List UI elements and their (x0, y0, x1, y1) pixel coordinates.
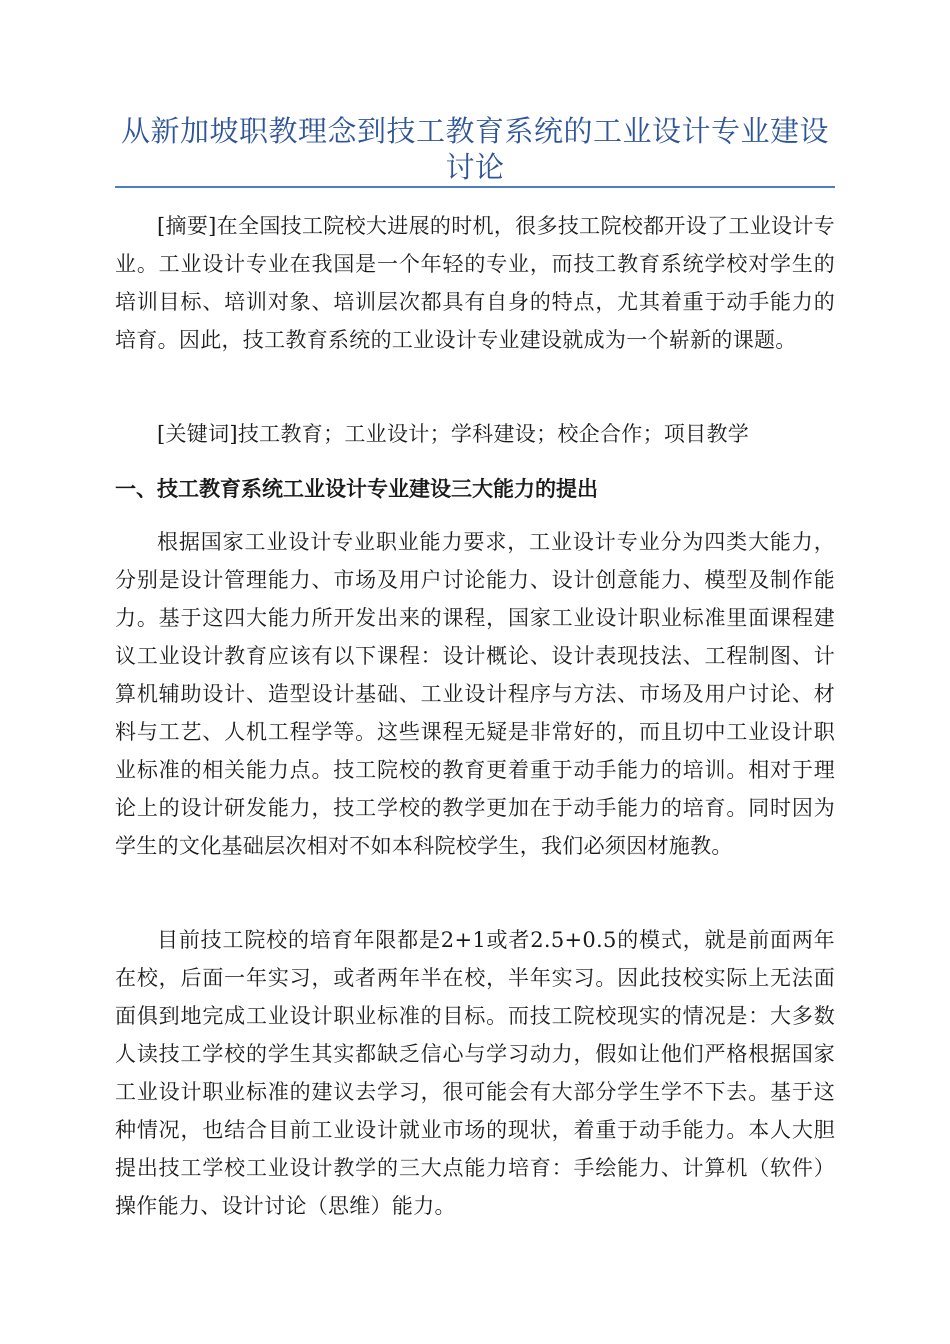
body-paragraph: 目前技工院校的培育年限都是2+1或者2.5+0.5的模式，就是前面两年在校，后面一年实习，或者两年半在校，半年实习。因此技校实际上无法面面俱到地完成工业设计职业标准的目标。而技工院校现实的情况是：大多数人读技工学校的学生其实都缺乏信心与学习动力，假如让他们严格根据国家工业设计职业标准的建议去学习，很可能会有大部分学生学不下去。基于这种情况，也结合目前工业设计就业市场的现状，着重于动手能力。本人大胆提出技工学校工业设计教学的三大点能力培育：手绘能力、计算机（软件）操作能力、设计讨论（思维）能力。 (115, 928, 835, 1218)
keywords-paragraph: [关键词]技工教育；工业设计；学科建设；校企合作；项目教学 (157, 422, 750, 446)
title-underline (115, 186, 835, 188)
section-heading: 一、技工教育系统工业设计专业建设三大能力的提出 (115, 477, 598, 501)
body-paragraph: 根据国家工业设计专业职业能力要求，工业设计专业分为四类大能力，分别是设计管理能力、市场及用户讨论能力、设计创意能力、模型及制作能力。基于这四大能力所开发出来的课程，国家工业设计职业标准里面课程建议工业设计教育应该有以下课程：设计概论、设计表现技法、工程制图、计算机辅助设计、造型设计基础、工业设计程序与方法、市场及用户讨论、材料与工艺、人机工程学等。这些课程无疑是非常好的，而且切中工业设计职业标准的相关能力点。技工院校的教育更着重于动手能力的培训。相对于理论上的设计研发能力，技工学校的教学更加在于动手能力的培育。同时因为学生的文化基础层次相对不如本科院校学生，我们必须因材施教。 (115, 530, 835, 858)
abstract-paragraph: [摘要]在全国技工院校大进展的时机，很多技工院校都开设了工业设计专业。工业设计专业在我国是一个年轻的专业，而技工教育系统学校对学生的培训目标、培训对象、培训层次都具有自身的特点，尤其着重于动手能力的培育。因此，技工教育系统的工业设计专业建设就成为一个崭新的课题。 (115, 214, 835, 352)
document-title: 从新加坡职教理念到技工教育系统的工业设计专业建设讨论 (120, 114, 829, 184)
